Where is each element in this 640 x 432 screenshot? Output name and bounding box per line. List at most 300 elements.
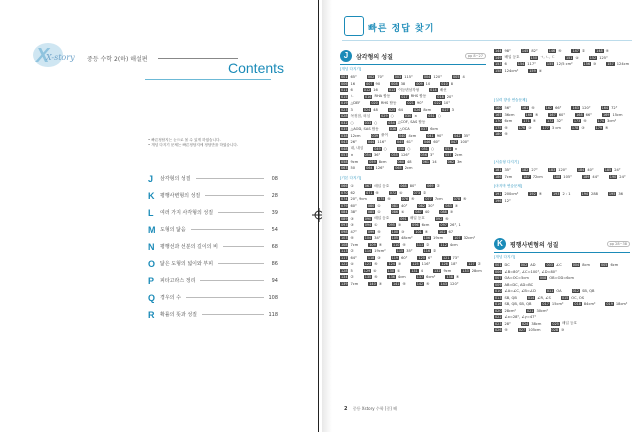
- answer-number: 023: [495, 321, 502, 326]
- answer-number: 168: [576, 112, 583, 117]
- answer-item: [546, 119, 563, 123]
- answer-line: [494, 327, 627, 334]
- answer-value: 126°: [400, 153, 410, 158]
- answer-item: [367, 140, 386, 144]
- answer-value: ②: [436, 184, 440, 189]
- answer-item: [400, 94, 426, 99]
- answer-number: 140: [369, 281, 376, 286]
- answer-value: ×: [414, 114, 418, 119]
- answer-value: ⑤: [504, 328, 508, 333]
- answer-number: 008: [391, 81, 398, 86]
- answer-number: 046: [423, 140, 431, 145]
- answer-item: [394, 75, 413, 79]
- answer-number: 093: [341, 223, 348, 228]
- answer-value: 67: [448, 229, 454, 234]
- answer-item: [548, 49, 562, 53]
- answer-value: 32cm²: [463, 236, 476, 241]
- answer-value: 116°: [421, 262, 431, 267]
- answer-number: 180: [495, 132, 502, 137]
- answer-value: ⑤: [378, 242, 382, 247]
- answer-value: ④: [538, 68, 542, 73]
- answer-number: 071: [366, 190, 373, 195]
- answer-number: 062: [447, 159, 455, 164]
- answer-value: ⑤: [538, 192, 542, 197]
- answer-value: ⑤: [350, 236, 354, 241]
- answer-item: [494, 106, 511, 110]
- answer-number: 152: [589, 55, 597, 60]
- answer-value: 120°: [581, 106, 591, 111]
- answer-item: [450, 140, 469, 144]
- answer-item: [417, 256, 432, 260]
- answer-number: 040: [398, 133, 406, 138]
- answer-value: ⑤: [583, 119, 587, 124]
- answer-item: [423, 236, 444, 240]
- answer-number: 069: [427, 184, 434, 189]
- answer-number: 020: [371, 101, 378, 106]
- answer-number: 157: [607, 62, 614, 67]
- answer-number: 175: [495, 125, 502, 130]
- answer-number: 128: [341, 268, 348, 273]
- answer-number: 101: [415, 229, 422, 234]
- answer-number: 179: [595, 125, 603, 130]
- answer-value: 배입 등호: [504, 55, 520, 60]
- answer-item: [571, 126, 585, 130]
- answer-number: 189: [582, 174, 590, 179]
- toc-page-number: 86: [271, 260, 278, 267]
- toc-leader: [196, 178, 264, 179]
- answer-item: [602, 113, 623, 117]
- answer-value: △OCA: [399, 127, 410, 132]
- answer-item: [494, 192, 518, 196]
- answer-item: [370, 101, 396, 106]
- answer-item: [363, 269, 377, 273]
- answer-value: ⑤: [377, 229, 381, 234]
- answer-number: 058: [341, 159, 348, 164]
- answer-value: 82°: [531, 49, 538, 54]
- answer-item: [426, 134, 443, 138]
- answer-item: [392, 243, 406, 247]
- answer-item: [553, 175, 572, 179]
- answer-value: ∠B=80°, ∠C=100°, ∠D=80°: [504, 269, 557, 274]
- answer-number: 138: [446, 275, 453, 280]
- answer-number: 076: [401, 197, 409, 202]
- answer-value: 84cm²: [583, 302, 596, 307]
- answer-item: [387, 262, 401, 266]
- answer-value: ⑤: [455, 275, 460, 280]
- answer-number: 052: [445, 146, 452, 151]
- answer-item: [427, 114, 441, 118]
- answer-number: 110: [392, 242, 400, 247]
- answer-item: [609, 175, 626, 179]
- answer-item: [604, 168, 621, 172]
- answer-number: 135: [364, 275, 372, 280]
- answer-item: [413, 191, 427, 195]
- toc-item: [148, 306, 278, 323]
- answer-number: 019: [606, 302, 613, 307]
- answer-number: 032: [341, 120, 348, 125]
- answer-number: 057: [445, 153, 452, 158]
- answer-item: [545, 263, 561, 267]
- answer-number: 067: [364, 184, 372, 189]
- answer-value: ①: [374, 223, 378, 228]
- toc-item: [148, 238, 278, 255]
- answer-number: 181: [495, 168, 502, 173]
- answer-item: [340, 127, 379, 132]
- answer-number: 162: [545, 106, 553, 111]
- answer-item: [423, 75, 442, 79]
- answer-number: 029: [381, 114, 388, 119]
- answer-number: 030: [404, 114, 412, 119]
- toc-page-number: 108: [268, 294, 278, 301]
- answer-item: [545, 106, 562, 110]
- section-title: 평행사변형의 성질: [510, 241, 559, 249]
- answer-value: SB, QB, SB, QB: [504, 302, 532, 307]
- answer-item: [340, 166, 355, 170]
- answer-number: 026: [413, 107, 421, 112]
- answer-value: 4: [462, 75, 465, 80]
- answer-item: [364, 216, 390, 221]
- toc-letter: R: [148, 309, 155, 320]
- answer-item: [526, 309, 548, 313]
- answer-number: 024: [363, 107, 371, 112]
- answer-value: 2cm: [454, 153, 463, 158]
- answer-item: [364, 184, 390, 189]
- answer-number: 173: [573, 119, 581, 124]
- answer-value: 매입 등호: [374, 183, 390, 188]
- answer-number: 070: [341, 190, 348, 195]
- answer-value: ⑤: [504, 132, 508, 137]
- answer-number: 142: [416, 281, 424, 286]
- answer-value: ③: [561, 328, 565, 333]
- answer-item: [410, 269, 423, 273]
- answer-number: 025: [388, 107, 396, 112]
- answer-item: [444, 147, 458, 151]
- answer-value: 125°: [599, 55, 608, 60]
- answer-value: 90°: [416, 101, 424, 106]
- answer-number: 004: [423, 75, 431, 80]
- answer-number: 053: [341, 153, 348, 158]
- answer-value: 72°: [611, 106, 618, 111]
- answer-number: 174: [597, 119, 605, 124]
- answer-value: 98°: [504, 49, 511, 54]
- answer-value: 126°: [375, 166, 385, 171]
- answer-item: [340, 82, 355, 86]
- answer-item: [340, 184, 354, 188]
- answer-value: ⑤: [445, 216, 449, 221]
- answer-item: [439, 210, 453, 214]
- answer-number: 098: [341, 229, 348, 234]
- answer-item: [527, 296, 551, 300]
- answer-item: [340, 140, 357, 144]
- answer-value: 18cm²: [615, 302, 628, 307]
- answer-item: [367, 210, 381, 214]
- answer-value: 4cm: [449, 242, 458, 247]
- answer-value: ①: [377, 210, 381, 215]
- answer-item: [494, 113, 515, 117]
- answer-value: 6: [350, 88, 353, 93]
- answer-value: 38: [400, 81, 406, 86]
- answer-number: 007: [366, 81, 373, 86]
- answer-number: 092: [435, 216, 443, 221]
- answer-value: 3: [451, 107, 454, 112]
- answer-number: 161: [521, 106, 529, 111]
- answer-value: 90: [375, 81, 381, 86]
- answer-number: 017: [542, 302, 549, 307]
- answer-number: 002: [520, 263, 528, 268]
- answer-value: 60°: [558, 112, 566, 117]
- answer-item: [429, 88, 446, 93]
- answer-value: 4cm: [408, 133, 417, 138]
- answer-value: 47°: [350, 229, 357, 234]
- answer-item: [494, 199, 511, 203]
- answer-item: [367, 204, 381, 208]
- toc-leader: [202, 314, 264, 315]
- answer-item: [368, 160, 386, 164]
- answer-number: 159: [529, 68, 536, 73]
- answer-item: [417, 204, 434, 208]
- answer-value: ⑤: [375, 190, 379, 195]
- answer-number: 009: [495, 282, 502, 287]
- answer-value: 48: [373, 107, 378, 112]
- answer-number: 193: [552, 192, 560, 197]
- answer-value: AB=DC, AD=BC: [504, 282, 534, 287]
- answer-item: [368, 243, 382, 247]
- answer-item: [340, 243, 358, 247]
- answer-value: 30°: [427, 203, 435, 208]
- answer-item: [461, 269, 482, 273]
- answer-item: [401, 197, 415, 201]
- answer-item: [365, 166, 384, 170]
- answer-number: 078: [453, 197, 461, 202]
- answer-number: 010: [441, 81, 448, 86]
- answer-number: 068: [400, 184, 407, 189]
- answer-value: 38cm: [531, 321, 542, 326]
- answer-item: [494, 69, 518, 73]
- answer-number: 060: [397, 159, 404, 164]
- answer-number: 084: [341, 210, 348, 215]
- answer-value: 12cm: [350, 133, 361, 138]
- answer-number: 095: [388, 223, 395, 228]
- answer-number: 033: [364, 120, 372, 125]
- toc-page-number: 28: [271, 192, 278, 199]
- section-pages: pp 28~38: [607, 241, 630, 247]
- answer-item: [440, 262, 457, 266]
- answer-item: [444, 204, 458, 208]
- answer-value: OA: [556, 289, 562, 294]
- answer-number: 005: [600, 263, 608, 268]
- answer-value: △AOD, SAS 합동: [350, 126, 379, 131]
- toc-item: [148, 289, 278, 306]
- answer-number: 185: [604, 168, 612, 173]
- answer-value: 19cm²: [374, 249, 386, 254]
- answer-value: 56°: [504, 106, 511, 111]
- answer-value: 32°: [556, 119, 563, 124]
- answer-item: [364, 249, 386, 253]
- answer-value: 배선: [439, 87, 447, 92]
- answer-number: 035: [341, 127, 348, 132]
- answer-item: [518, 328, 541, 332]
- answer-item: [494, 49, 511, 53]
- subsection-heading: [마지막 연습문제]: [494, 184, 523, 188]
- answer-item: [340, 153, 354, 157]
- answer-key-page: [332, 0, 640, 432]
- answer-item: [373, 147, 387, 151]
- answer-number: 010: [495, 289, 502, 294]
- answer-item: [404, 114, 418, 118]
- section-header-j: [340, 50, 486, 62]
- answer-value: 3 cm: [551, 125, 561, 130]
- answer-item: [435, 217, 449, 221]
- answer-item: [423, 140, 440, 144]
- answer-value: 35°: [463, 133, 470, 138]
- answer-item: [444, 153, 462, 157]
- answer-value: 72cm: [532, 174, 543, 179]
- answer-item: [340, 75, 357, 79]
- answer-item: [453, 236, 475, 240]
- answer-item: [388, 88, 419, 93]
- answer-value: 60°: [350, 203, 357, 208]
- answer-item: [377, 197, 391, 201]
- answer-number: 074: [341, 197, 348, 202]
- answer-number: 023: [341, 107, 348, 112]
- answer-item: [340, 88, 353, 92]
- answer-number: 119: [391, 255, 399, 260]
- answer-value: 매입 등호: [374, 216, 390, 221]
- answer-value: ②: [350, 249, 354, 254]
- answer-value: 4cm: [397, 275, 406, 280]
- answer-value: 30cm²: [536, 308, 548, 313]
- answer-number: 012: [572, 289, 580, 294]
- answer-item: [525, 113, 539, 117]
- answer-item: [365, 82, 380, 86]
- answer-number: 097: [440, 223, 447, 228]
- answer-number: 012: [363, 88, 371, 93]
- answer-item: [340, 191, 355, 195]
- answer-block: [340, 74, 470, 172]
- answer-item: [387, 275, 405, 279]
- answer-item: [340, 108, 353, 112]
- answer-number: 153: [495, 62, 502, 67]
- toc-title: 삼각형의 성질: [160, 176, 191, 182]
- answer-value: 60°: [401, 255, 408, 260]
- answer-item: [595, 49, 609, 53]
- answer-value: 100°: [460, 140, 469, 145]
- answer-item: [364, 121, 378, 125]
- answer-item: [391, 256, 408, 260]
- answer-number: 121: [443, 255, 450, 260]
- answer-number: 129: [363, 268, 371, 273]
- toc-page-number: 54: [271, 226, 278, 233]
- subsection-heading: [서술형 다지기]: [494, 160, 519, 164]
- answer-item: [420, 147, 434, 151]
- answer-value: 90°: [436, 133, 444, 138]
- answer-number: 027: [518, 328, 526, 333]
- answer-item: [388, 108, 403, 112]
- answer-block: [340, 183, 482, 287]
- answer-number: 028: [551, 328, 559, 333]
- answer-value: 매입 등호: [409, 216, 425, 221]
- answer-item: [528, 192, 542, 196]
- answer-item: [391, 236, 413, 240]
- answer-item: [441, 108, 454, 112]
- answer-item: [340, 197, 367, 201]
- answer-value: 115°: [404, 75, 413, 80]
- answer-item: [414, 210, 429, 214]
- answer-number: 015: [341, 94, 348, 99]
- answer-number: 178: [571, 125, 579, 130]
- answer-value: 38°: [350, 210, 357, 215]
- answer-value: ⑤: [504, 125, 508, 130]
- note-line: • 빠른정답지는 눈으로 볼 수 있게 하였습니다.: [148, 138, 221, 142]
- answer-number: 006: [341, 81, 348, 86]
- answer-item: [422, 160, 437, 164]
- answer-value: ⑤: [374, 262, 378, 267]
- answer-value: 8cm: [582, 263, 590, 268]
- answer-number: 190: [609, 174, 617, 179]
- answer-value: 2cm: [404, 166, 413, 171]
- answer-number: 145: [521, 49, 529, 54]
- page-title: Contents: [228, 60, 285, 76]
- answer-value: 6cm: [504, 119, 513, 124]
- answer-value: 64°: [350, 255, 357, 260]
- answer-item: [494, 315, 536, 319]
- answer-number: 021: [407, 101, 414, 106]
- answer-number: 015: [561, 295, 569, 300]
- answer-value: ⑤: [558, 49, 562, 54]
- answer-item: [589, 56, 608, 60]
- answer-number: 100: [391, 229, 399, 234]
- answer-number: 171: [523, 119, 530, 124]
- answer-item: [390, 153, 409, 157]
- answer-item: [391, 204, 408, 208]
- answer-number: 085: [367, 210, 375, 215]
- answer-value: ○: [437, 114, 441, 119]
- answer-value: ②: [422, 190, 427, 195]
- answer-item: [548, 168, 567, 172]
- answer-number: 011: [546, 289, 554, 294]
- answer-value: 116°: [377, 140, 386, 145]
- answer-item: [364, 275, 378, 279]
- answer-number: 039: [371, 133, 379, 138]
- answer-item: [389, 191, 403, 195]
- answer-number: 017: [401, 94, 408, 99]
- answer-value: ④: [350, 262, 354, 267]
- answer-number: 102: [439, 229, 446, 234]
- answer-item: [571, 49, 585, 53]
- answer-item: [528, 69, 542, 73]
- toc-item: [148, 204, 278, 221]
- answer-item: [433, 269, 451, 273]
- answer-value: ③: [454, 203, 459, 208]
- answer-value: 120°: [433, 75, 442, 80]
- answer-item: [416, 275, 436, 279]
- answer-number: 123: [364, 262, 372, 267]
- answer-number: 044: [367, 140, 375, 145]
- answer-value: 36cm: [504, 112, 515, 117]
- answer-item: [608, 192, 623, 196]
- answer-item: [494, 309, 516, 313]
- answer-value: ③: [401, 229, 405, 234]
- answer-number: 196: [495, 198, 502, 203]
- toc-title: 도형의 닮음: [160, 227, 186, 233]
- answer-value: 40: [424, 210, 430, 215]
- answer-item: [522, 119, 536, 123]
- answer-value: ④: [575, 55, 579, 60]
- answer-number: 016: [364, 94, 372, 99]
- answer-value: ③: [397, 223, 402, 228]
- answer-number: 172: [546, 119, 554, 124]
- answer-value: ○: [430, 146, 435, 151]
